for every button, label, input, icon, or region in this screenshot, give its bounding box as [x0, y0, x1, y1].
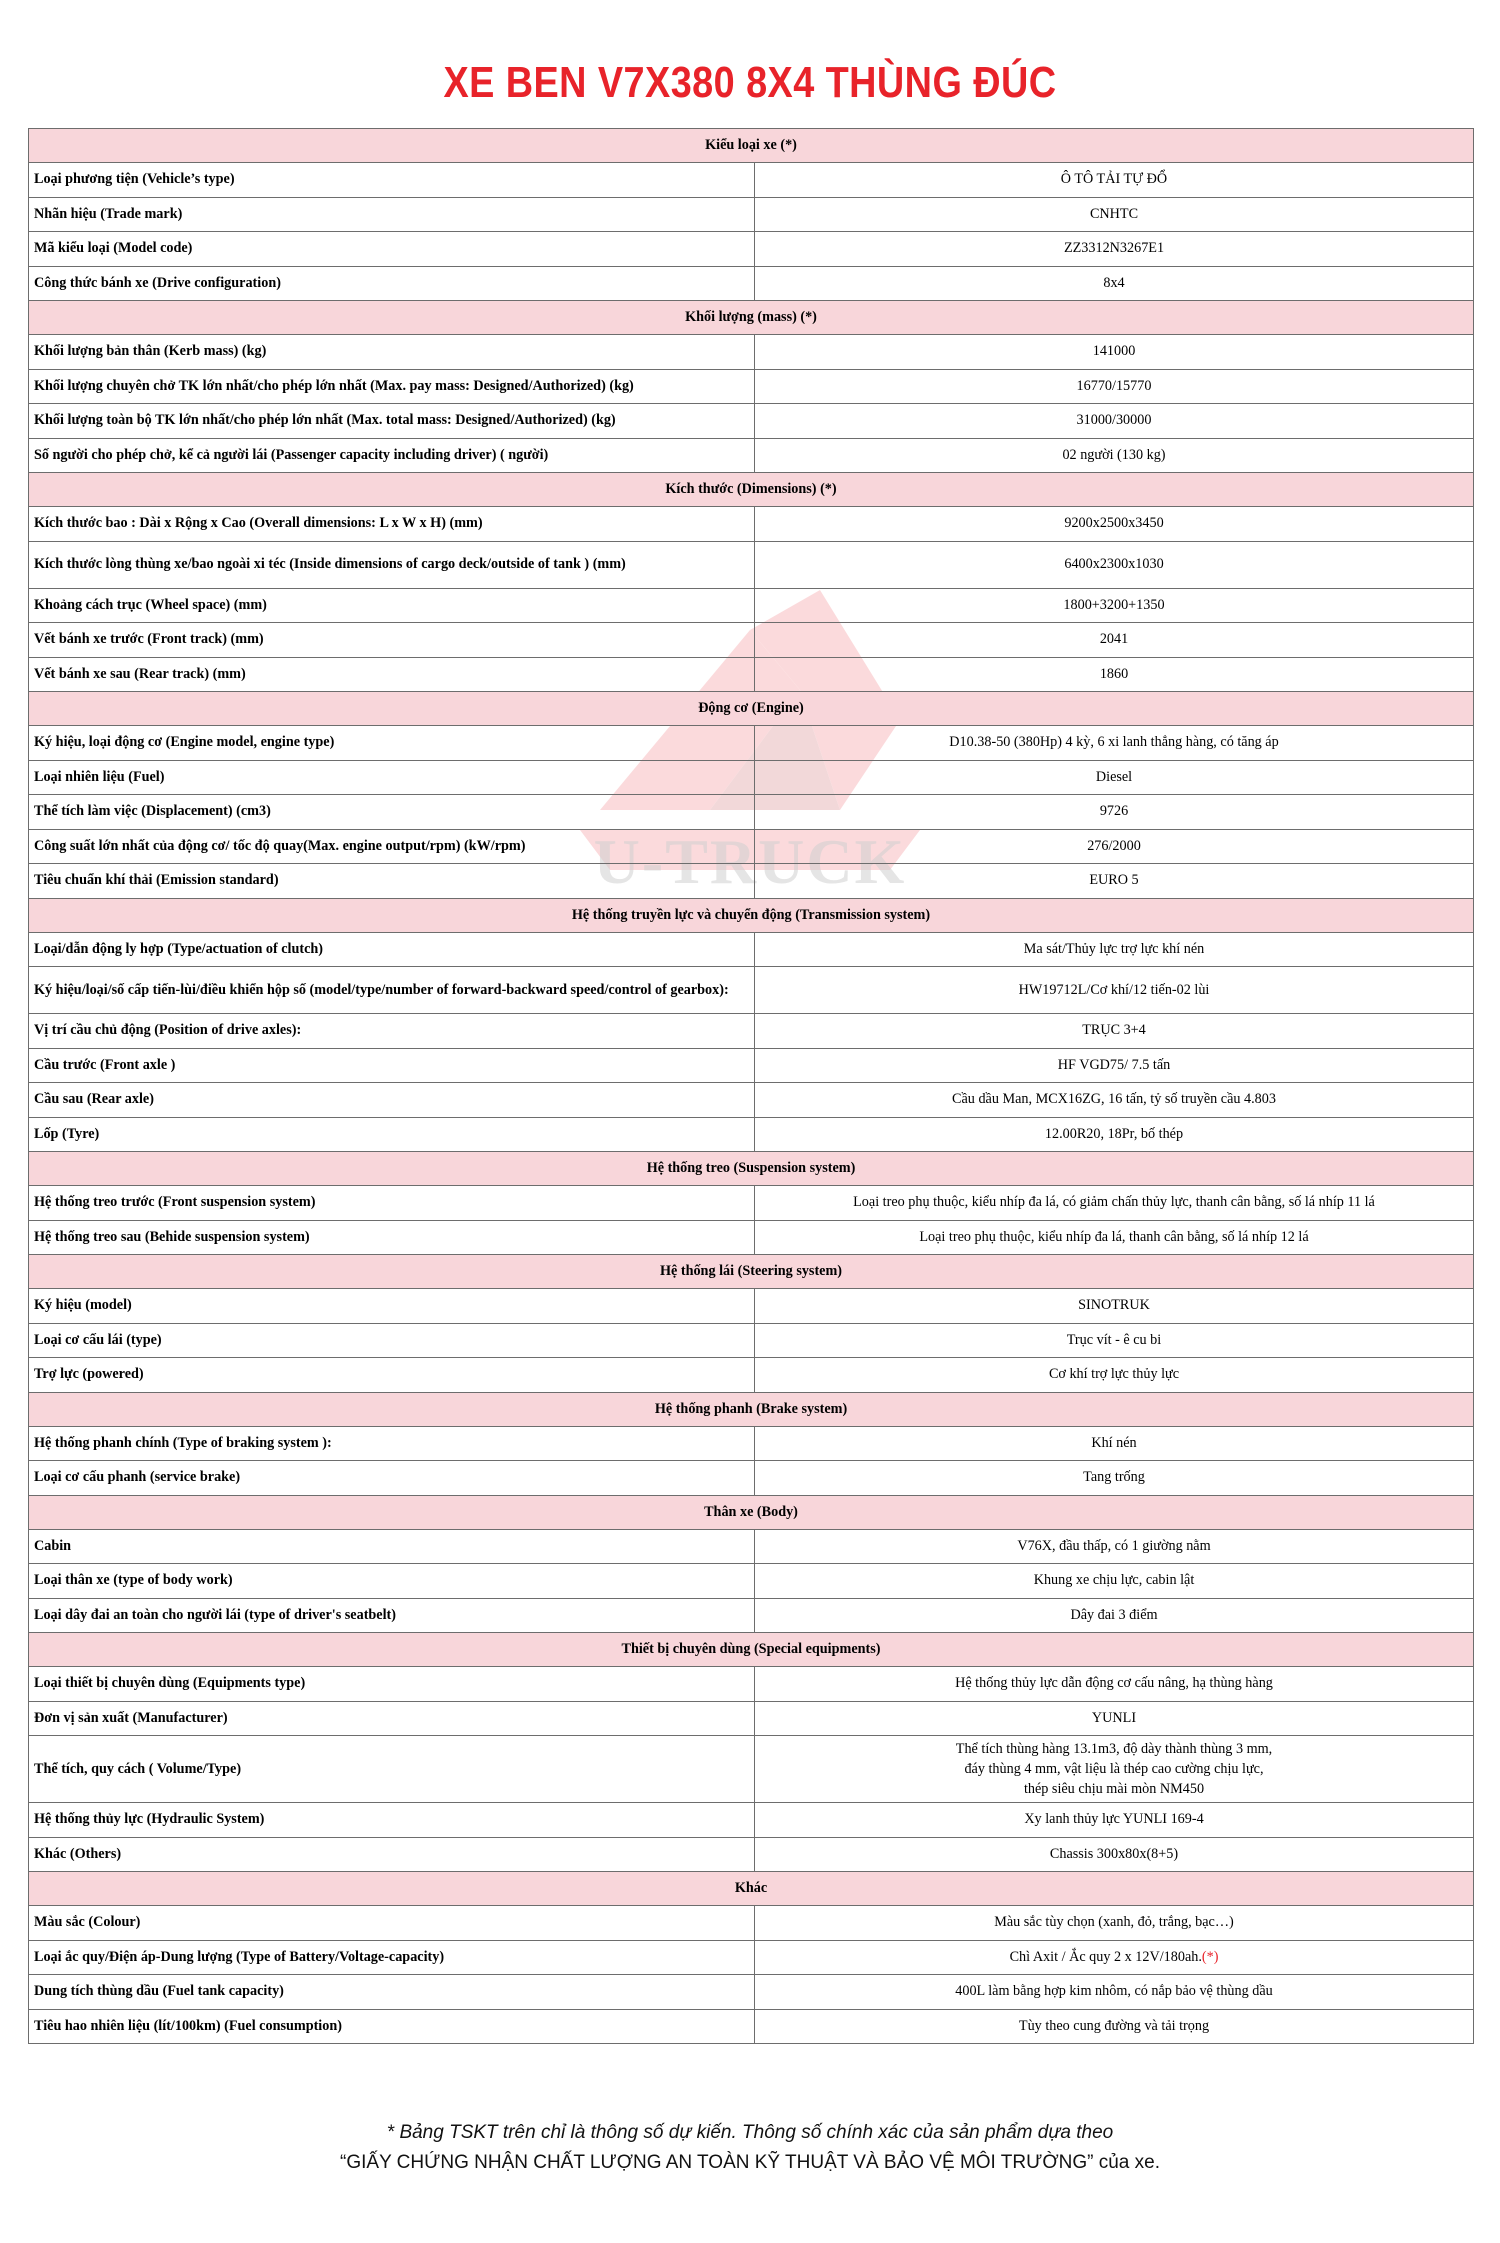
spec-label: Loại thân xe (type of body work)	[29, 1564, 755, 1599]
spec-value	[755, 232, 1474, 267]
section-header	[29, 1152, 1474, 1186]
table-row	[29, 726, 1474, 761]
table-row	[29, 163, 1474, 198]
spec-value	[755, 726, 1474, 761]
spec-label: Ký hiệu/loại/số cấp tiến-lùi/điều khiển hộp số (model/type/number of forward-backward speed/control of gearbox):	[29, 967, 755, 1014]
spec-value-text: 6400x2300x1030	[1064, 556, 1164, 572]
spec-value	[755, 1803, 1474, 1838]
spec-label: Mã kiểu loại (Model code)	[29, 232, 755, 267]
section-header	[29, 1495, 1474, 1529]
spec-value-line: thép siêu chịu mài mòn NM450	[1023, 1781, 1205, 1797]
table-row	[29, 1529, 1474, 1564]
table-row	[29, 967, 1474, 1014]
spec-value	[755, 1117, 1474, 1152]
spec-value	[755, 1426, 1474, 1461]
spec-label: Vị trí cầu chủ động (Position of drive axles):	[29, 1014, 755, 1049]
spec-value-text: V76X, đầu thấp, có 1 giường nằm	[1017, 1537, 1211, 1554]
section-title: Thiết bị chuyên dùng (Special equipments)	[29, 1633, 1474, 1667]
spec-label: Loại cơ cấu lái (type)	[29, 1323, 755, 1358]
spec-value	[755, 1529, 1474, 1564]
table-row	[29, 266, 1474, 301]
section-title: Hệ thống truyền lực và chuyển động (Transmission system)	[29, 898, 1474, 932]
spec-label: Nhãn hiệu (Trade mark)	[29, 197, 755, 232]
table-row	[29, 864, 1474, 899]
table-row	[29, 369, 1474, 404]
spec-value	[755, 2009, 1474, 2044]
spec-value-text: ZZ3312N3267E1	[1063, 240, 1165, 257]
spec-label: Ký hiệu (model)	[29, 1289, 755, 1324]
spec-value	[755, 1906, 1474, 1941]
spec-label: Vết bánh xe sau (Rear track) (mm)	[29, 657, 755, 692]
page-title: XE BEN V7X380 8X4 THÙNG ĐÚC	[443, 58, 1057, 107]
spec-label: Khác (Others)	[29, 1837, 755, 1872]
section-header	[29, 898, 1474, 932]
section-title: Động cơ (Engine)	[29, 692, 1474, 726]
spec-label: Dung tích thùng dầu (Fuel tank capacity)	[29, 1975, 755, 2010]
spec-value	[755, 588, 1474, 623]
spec-value-text: Tùy theo cung đường và tải trọng	[1018, 2017, 1210, 2034]
spec-label: Hệ thống treo trước (Front suspension system)	[29, 1186, 755, 1221]
spec-label: Loại nhiên liệu (Fuel)	[29, 760, 755, 795]
spec-label: Thể tích làm việc (Displacement) (cm3)	[29, 795, 755, 830]
spec-label: Kích thước bao : Dài x Rộng x Cao (Overall dimensions: L x W x H) (mm)	[29, 507, 755, 542]
spec-value-text: 31000/30000	[1076, 412, 1152, 429]
spec-value-text: Trục vít - ê cu bi	[1066, 1331, 1162, 1348]
table-row	[29, 404, 1474, 439]
spec-value-text: Cầu dầu Man, MCX16ZG, 16 tấn, tỷ số truyền cầu 4.803	[952, 1091, 1276, 1108]
spec-value	[755, 1940, 1474, 1975]
table-row	[29, 1803, 1474, 1838]
spec-value-line: đáy thùng 4 mm, vật liệu là thép cao cường chịu lực,	[964, 1761, 1264, 1777]
section-title: Hệ thống phanh (Brake system)	[29, 1392, 1474, 1426]
spec-label: Loại ắc quy/Điện áp-Dung lượng (Type of Battery/Voltage-capacity)	[29, 1940, 755, 1975]
spec-label: Khoảng cách trục (Wheel space) (mm)	[29, 588, 755, 623]
spec-value-text: HW19712L/Cơ khí/12 tiến-02 lùi	[1018, 981, 1210, 998]
spec-value	[755, 1083, 1474, 1118]
spec-value-text: 1860	[1099, 665, 1129, 682]
spec-value-text: EURO 5	[1089, 872, 1139, 889]
spec-value	[755, 369, 1474, 404]
table-row	[29, 1736, 1474, 1803]
spec-value	[755, 967, 1474, 1014]
spec-value-text: Hệ thống thủy lực dẫn động cơ cấu nâng, hạ thùng hàng	[955, 1675, 1273, 1692]
spec-value	[755, 507, 1474, 542]
table-row	[29, 1975, 1474, 2010]
spec-value	[755, 1358, 1474, 1393]
spec-value-text: Loại treo phụ thuộc, kiểu nhíp đa lá, có giảm chấn thủy lực, thanh cân bằng, số lá nhíp 11 lá	[853, 1194, 1375, 1211]
spec-label: Số người cho phép chở, kể cả người lái (Passenger capacity including driver) ( người)	[29, 438, 755, 473]
spec-label: Loại cơ cấu phanh (service brake)	[29, 1461, 755, 1496]
spec-value-text: 141000	[1092, 343, 1136, 360]
spec-table	[28, 128, 1474, 2044]
table-row	[29, 1940, 1474, 1975]
spec-label: Khối lượng bản thân (Kerb mass) (kg)	[29, 335, 755, 370]
spec-label: Cầu trước (Front axle )	[29, 1048, 755, 1083]
spec-value-text: Chì Axit / Ắc quy 2 x 12V/180ah.	[1009, 1948, 1202, 1965]
spec-value	[755, 266, 1474, 301]
table-row	[29, 507, 1474, 542]
spec-value	[755, 1461, 1474, 1496]
spec-value	[755, 1736, 1474, 1803]
spec-value	[755, 1289, 1474, 1324]
spec-value-text: 276/2000	[1087, 837, 1141, 854]
spec-label: Loại thiết bị chuyên dùng (Equipments type)	[29, 1667, 755, 1702]
spec-label: Màu sắc (Colour)	[29, 1906, 755, 1941]
table-row	[29, 1701, 1474, 1736]
spec-value	[755, 1837, 1474, 1872]
spec-value-text: 2041	[1099, 631, 1129, 648]
required-marker: (*)	[1201, 1948, 1219, 1965]
spec-value	[755, 795, 1474, 830]
spec-value-text: D10.38-50 (380Hp) 4 kỳ, 6 xi lanh thẳng hàng, có tăng áp	[949, 734, 1279, 751]
spec-label: Hệ thống phanh chính (Type of braking system ):	[29, 1426, 755, 1461]
spec-value-text: 1800+3200+1350	[1063, 596, 1165, 613]
spec-value	[755, 1048, 1474, 1083]
spec-value	[755, 1667, 1474, 1702]
table-row	[29, 197, 1474, 232]
table-row	[29, 335, 1474, 370]
table-row	[29, 1906, 1474, 1941]
spec-value-text: 8x4	[1103, 274, 1125, 291]
footnote-line-2: “GIẤY CHỨNG NHẬN CHẤT LƯỢNG AN TOÀN KỸ THUẬT VÀ BẢO VỆ MÔI TRƯỜNG” của xe.	[340, 2152, 1160, 2173]
section-header	[29, 301, 1474, 335]
section-title: Thân xe (Body)	[29, 1495, 1474, 1529]
spec-value	[755, 1701, 1474, 1736]
table-row	[29, 795, 1474, 830]
spec-value-text: Ô TÔ TẢI TỰ ĐỔ	[1060, 171, 1168, 188]
table-row	[29, 760, 1474, 795]
spec-value-text: 12.00R20, 18Pr, bố thép	[1044, 1125, 1184, 1142]
spec-value	[755, 623, 1474, 658]
table-row	[29, 588, 1474, 623]
spec-value-text: Dây đai 3 điểm	[1070, 1606, 1158, 1623]
spec-value-text: 16770/15770	[1076, 377, 1152, 394]
footnote-line-1: * Bảng TSKT trên chỉ là thông số dự kiến. Thông số chính xác của sản phẩm dựa theo	[386, 2122, 1114, 2143]
spec-value-text: Cơ khí trợ lực thủy lực	[1048, 1366, 1180, 1383]
spec-value	[755, 541, 1474, 588]
spec-value	[755, 1975, 1474, 2010]
table-row	[29, 541, 1474, 588]
section-title: Khối lượng (mass) (*)	[29, 301, 1474, 335]
spec-value-text: Loại treo phụ thuộc, kiểu nhíp đa lá, thanh cân bằng, số lá nhíp 12 lá	[919, 1228, 1309, 1245]
spec-value-text: HF VGD75/ 7.5 tấn	[1057, 1056, 1171, 1073]
section-title: Khác	[29, 1872, 1474, 1906]
spec-label: Khối lượng chuyên chở TK lớn nhất/cho phép lớn nhất (Max. pay mass: Designed/Authorized) (kg)	[29, 369, 755, 404]
spec-label: Hệ thống treo sau (Behide suspension system)	[29, 1220, 755, 1255]
spec-label: Khối lượng toàn bộ TK lớn nhất/cho phép lớn nhất (Max. total mass: Designed/Authorized) (kg)	[29, 404, 755, 439]
spec-value-text: CNHTC	[1089, 205, 1139, 222]
spec-value-text: Diesel	[1095, 768, 1133, 785]
spec-value-text: Ma sát/Thủy lực trợ lực khí nén	[1023, 940, 1205, 957]
table-row	[29, 1358, 1474, 1393]
spec-label: Loại phương tiện (Vehicle’s type)	[29, 163, 755, 198]
table-row	[29, 1186, 1474, 1221]
section-header	[29, 129, 1474, 163]
section-header	[29, 692, 1474, 726]
spec-value	[755, 1186, 1474, 1221]
spec-label: Tiêu hao nhiên liệu (lít/100km) (Fuel consumption)	[29, 2009, 755, 2044]
section-header	[29, 473, 1474, 507]
table-row	[29, 2009, 1474, 2044]
table-row	[29, 932, 1474, 967]
spec-value	[755, 829, 1474, 864]
table-row	[29, 1117, 1474, 1152]
spec-label: Vết bánh xe trước (Front track) (mm)	[29, 623, 755, 658]
spec-value-text: 400L làm bằng hợp kim nhôm, có nắp bảo vệ thùng dầu	[955, 1983, 1273, 2000]
spec-value	[755, 197, 1474, 232]
spec-label: Loại dây đai an toàn cho người lái (type of driver's seatbelt)	[29, 1598, 755, 1633]
spec-value-text: Xy lanh thủy lực YUNLI 169-4	[1024, 1811, 1204, 1828]
spec-value	[755, 438, 1474, 473]
spec-label: Thể tích, quy cách ( Volume/Type)	[29, 1736, 755, 1803]
spec-label: Trợ lực (powered)	[29, 1358, 755, 1393]
spec-value-text: Khí nén	[1091, 1434, 1137, 1451]
spec-value	[755, 1564, 1474, 1599]
section-header	[29, 1392, 1474, 1426]
table-row	[29, 1014, 1474, 1049]
table-row	[29, 1667, 1474, 1702]
spec-value	[755, 760, 1474, 795]
table-row	[29, 1083, 1474, 1118]
spec-value-line: Thể tích thùng hàng 13.1m3, độ dày thành thùng 3 mm,	[955, 1741, 1273, 1757]
spec-value	[755, 1220, 1474, 1255]
table-row	[29, 829, 1474, 864]
spec-label: Công suất lớn nhất của động cơ/ tốc độ quay(Max. engine output/rpm) (kW/rpm)	[29, 829, 755, 864]
spec-value	[755, 163, 1474, 198]
section-title: Hệ thống lái (Steering system)	[29, 1255, 1474, 1289]
spec-label: Kích thước lòng thùng xe/bao ngoài xi téc (Inside dimensions of cargo deck/outside of tank ) (mm)	[29, 541, 755, 588]
section-header	[29, 1633, 1474, 1667]
table-row	[29, 1220, 1474, 1255]
spec-value	[755, 864, 1474, 899]
table-row	[29, 657, 1474, 692]
watermark-text: U-TRUCK	[593, 826, 907, 897]
spec-value	[755, 1323, 1474, 1358]
table-row	[29, 232, 1474, 267]
table-row	[29, 1048, 1474, 1083]
spec-label: Ký hiệu, loại động cơ (Engine model, engine type)	[29, 726, 755, 761]
spec-value-text: SINOTRUK	[1078, 1297, 1150, 1314]
spec-value-text: Màu sắc tùy chọn (xanh, đỏ, trắng, bạc…)	[994, 1914, 1234, 1931]
spec-label: Hệ thống thủy lực (Hydraulic System)	[29, 1803, 755, 1838]
table-row	[29, 1323, 1474, 1358]
spec-value-text: TRỤC 3+4	[1082, 1022, 1146, 1039]
spec-label: Loại/dẫn động ly hợp (Type/actuation of clutch)	[29, 932, 755, 967]
spec-label: Lốp (Tyre)	[29, 1117, 755, 1152]
table-row	[29, 1289, 1474, 1324]
table-row	[29, 438, 1474, 473]
table-row	[29, 1461, 1474, 1496]
footnote	[0, 2118, 1500, 2178]
spec-label: Cabin	[29, 1529, 755, 1564]
spec-value-text: YUNLI	[1091, 1709, 1137, 1726]
section-title: Kiểu loại xe (*)	[29, 129, 1474, 163]
section-header	[29, 1872, 1474, 1906]
spec-value	[755, 932, 1474, 967]
table-row	[29, 1598, 1474, 1633]
spec-label: Đơn vị sản xuất (Manufacturer)	[29, 1701, 755, 1736]
table-row	[29, 1426, 1474, 1461]
section-title: Hệ thống treo (Suspension system)	[29, 1152, 1474, 1186]
spec-value	[755, 335, 1474, 370]
spec-value	[755, 404, 1474, 439]
spec-value-text: 9200x2500x3450	[1064, 515, 1164, 532]
spec-value-text: Chassis 300x80x(8+5)	[1049, 1845, 1179, 1862]
spec-value-text: 9726	[1099, 803, 1129, 820]
spec-label: Công thức bánh xe (Drive configuration)	[29, 266, 755, 301]
spec-value	[755, 1014, 1474, 1049]
table-row	[29, 623, 1474, 658]
spec-value	[755, 1598, 1474, 1633]
spec-value	[755, 657, 1474, 692]
section-header	[29, 1255, 1474, 1289]
spec-label: Cầu sau (Rear axle)	[29, 1083, 755, 1118]
spec-value-text: 02 người (130 kg)	[1062, 446, 1166, 463]
table-row	[29, 1564, 1474, 1599]
spec-label: Tiêu chuẩn khí thải (Emission standard)	[29, 864, 755, 899]
section-title: Kích thước (Dimensions) (*)	[29, 473, 1474, 507]
table-row	[29, 1837, 1474, 1872]
spec-value-text: Tang trống	[1083, 1469, 1145, 1486]
spec-value-text: Khung xe chịu lực, cabin lật	[1033, 1572, 1195, 1589]
